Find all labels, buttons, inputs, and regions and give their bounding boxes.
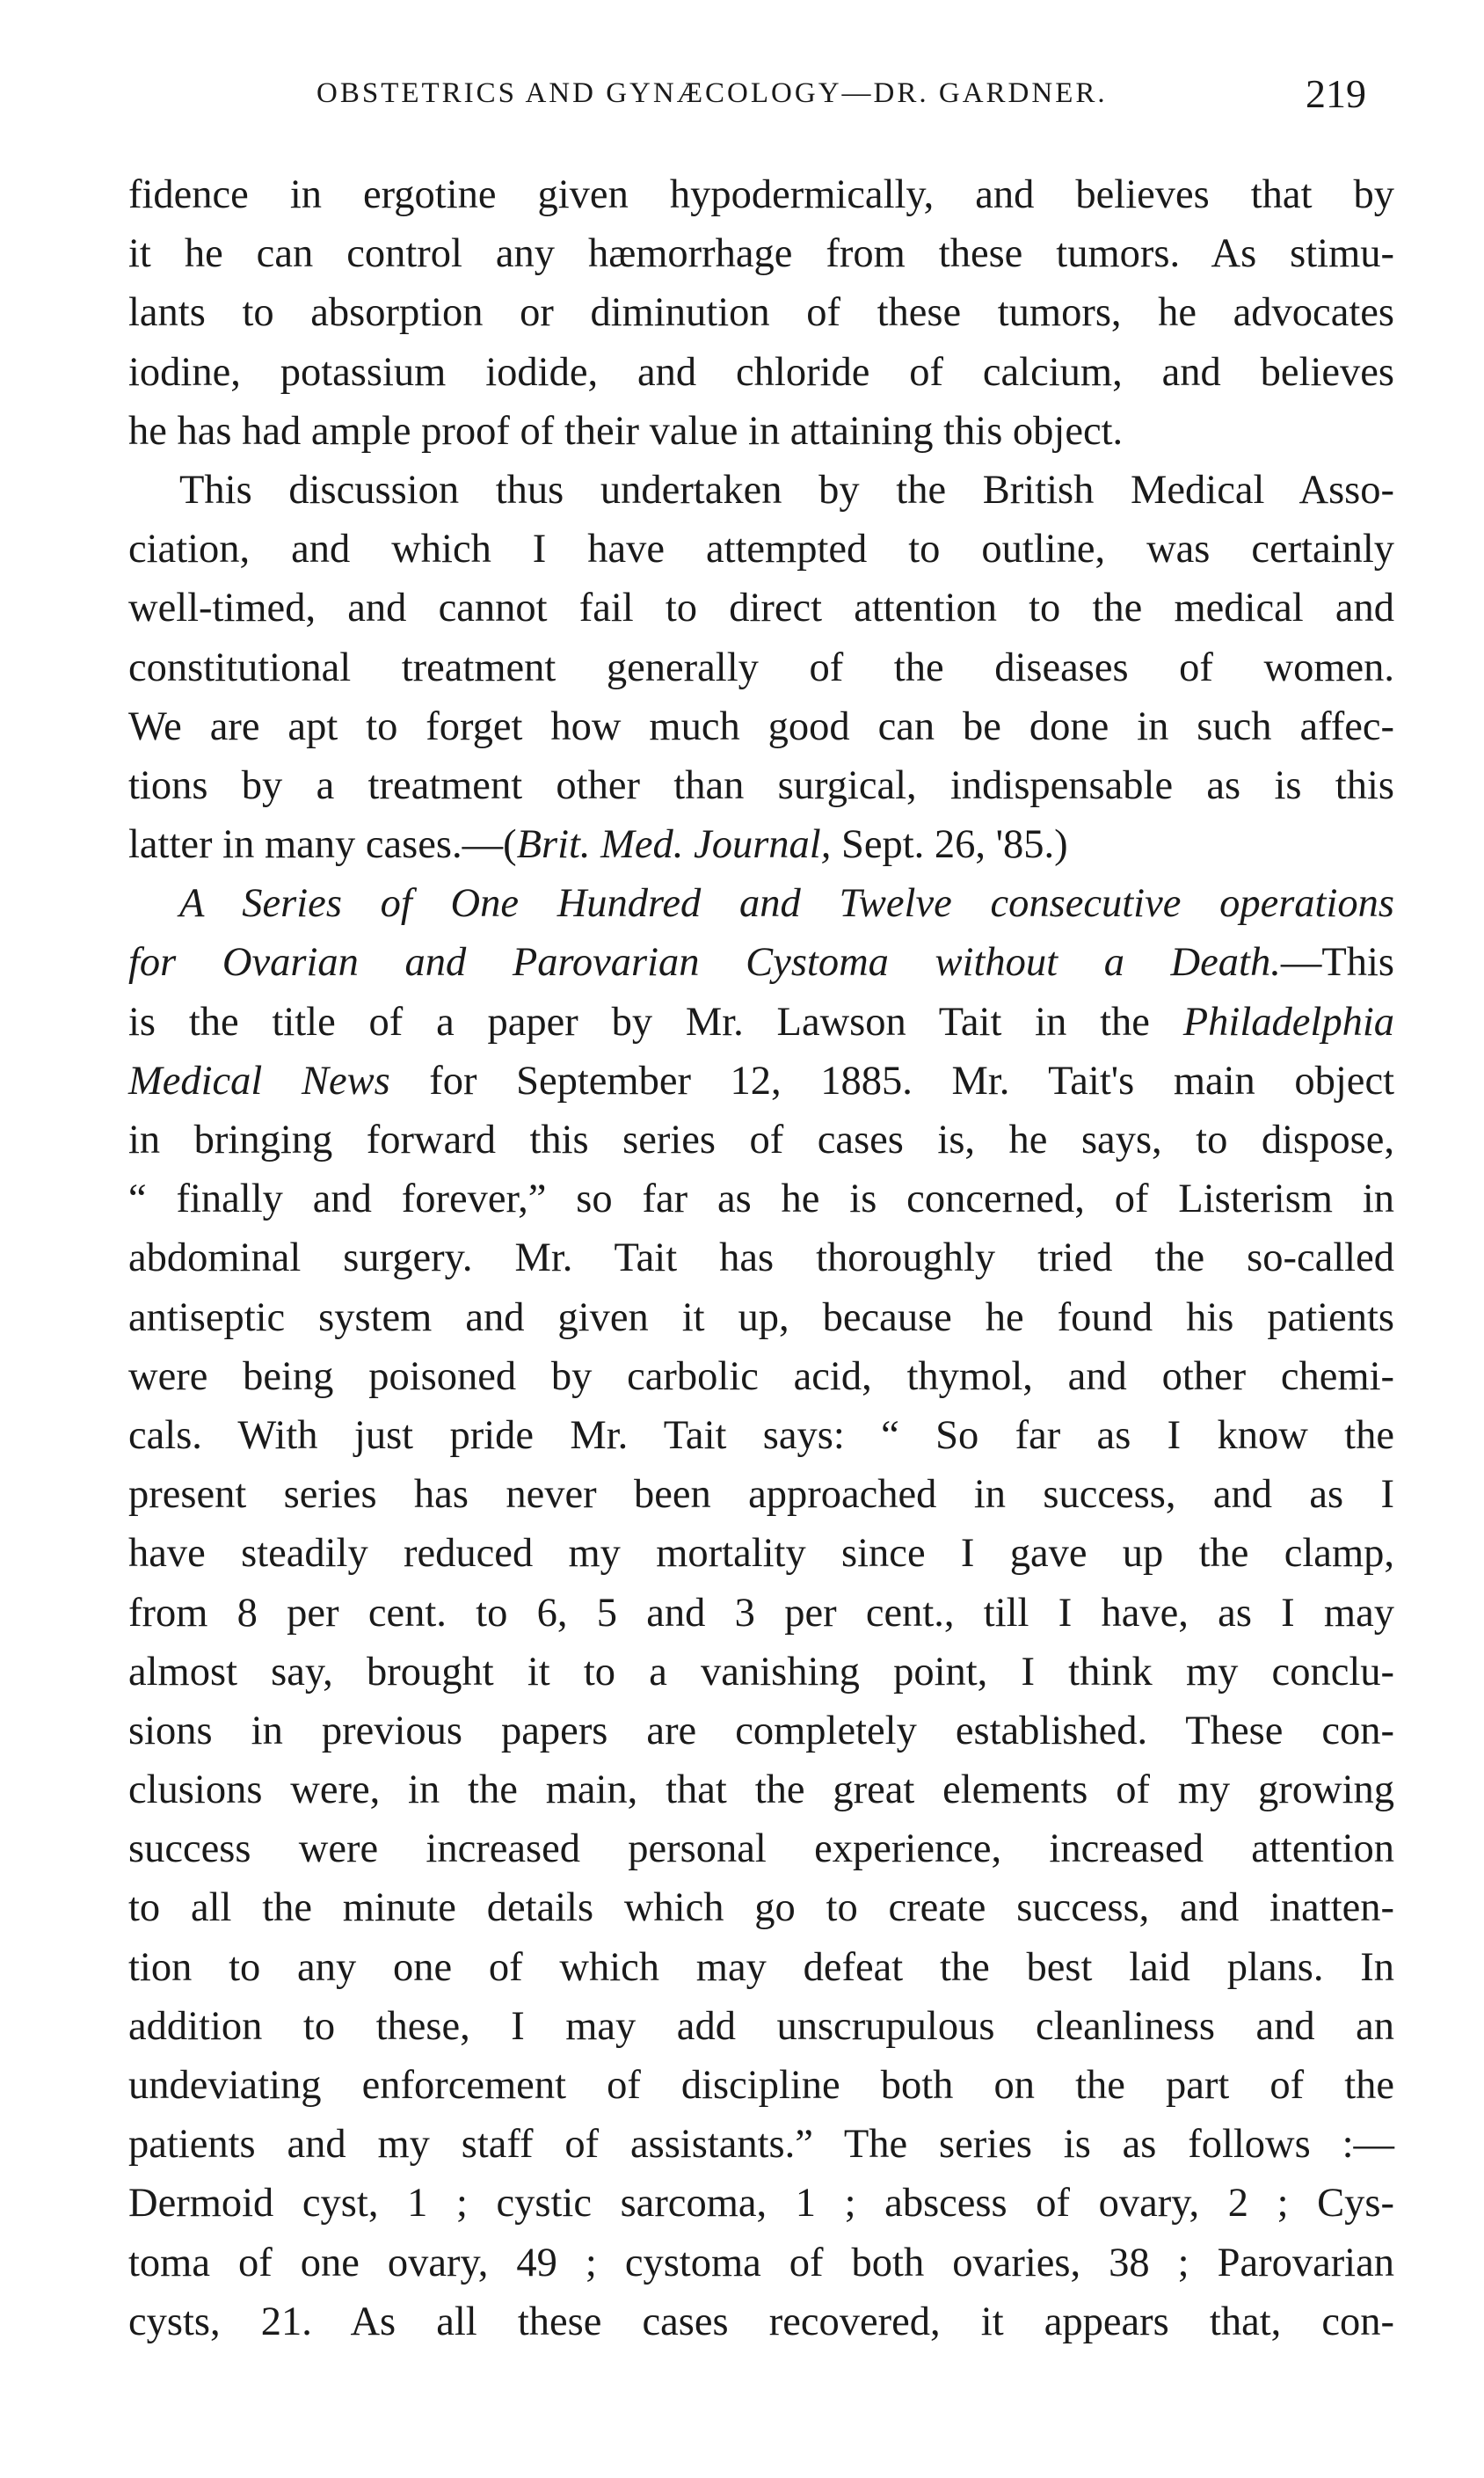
text-line: ciation, and which I have attempted to outline, was certainly (128, 527, 1394, 572)
text-line: Dermoid cyst, 1 ; cystic sarcoma, 1 ; abscess of ovary, 2 ; Cys- (128, 2181, 1394, 2227)
running-header-title: OBSTETRICS AND GYNÆCOLOGY—DR. GARDNER. (316, 77, 1108, 109)
text-line: present series has never been approached in success, and as I (128, 1472, 1394, 1518)
text-line: he has had ample proof of their value in attaining this object. (128, 408, 1124, 454)
text-line: “ finally and forever,” so far as he is concerned, of Listerism in (128, 1177, 1394, 1222)
body-text (128, 165, 1394, 2351)
text-line: constitutional treatment generally of the diseases of women. (128, 645, 1394, 690)
text-line: abdominal surgery. Mr. Tait has thoroughly tried the so-called (128, 1235, 1394, 1281)
text-line-italic-title: for Ovarian and Parovarian Cystoma without a Death.—This (128, 940, 1394, 986)
text-line: it he can control any hæmorrhage from these tumors. As stimu- (128, 231, 1394, 277)
text-line: clusions were, in the main, that the great elements of my growing (128, 1767, 1394, 1813)
text-line: cysts, 21. As all these cases recovered, it appears that, con- (128, 2299, 1394, 2344)
text-line: in bringing forward this series of cases is, he says, to dispose, (128, 1118, 1394, 1162)
text-line: have steadily reduced my mortality since I gave up the clamp, (128, 1531, 1394, 1577)
text-line: well-timed, and cannot fail to direct attention to the medical and (128, 586, 1394, 631)
text-line: cals. With just pride Mr. Tait says: “ So far as I know the (128, 1412, 1394, 1458)
text-line: addition to these, I may add unscrupulous cleanliness and an (128, 2003, 1394, 2049)
text-line: tion to any one of which may defeat the best laid plans. In (128, 1944, 1394, 1990)
citation-journal: Medical News (128, 1058, 390, 1104)
text-line: toma of one ovary, 49 ; cystoma of both ovaries, 38 ; Parovarian (128, 2240, 1394, 2285)
citation-journal: Brit. Med. Journal, (516, 822, 832, 868)
text-line: to all the minute details which go to create success, and inatten- (128, 1885, 1394, 1931)
text-line: sions in previous papers are completely established. These con- (128, 1708, 1394, 1753)
text-line-italic-title: A Series of One Hundred and Twelve consecutive operations (179, 881, 1394, 927)
text-line: were being poisoned by carbolic acid, thymol, and other chemi- (128, 1353, 1394, 1399)
text-line: iodine, potassium iodide, and chloride of calcium, and believes (128, 349, 1394, 395)
text-line: success were increased personal experience, increased attention (128, 1826, 1394, 1872)
text-line: from 8 per cent. to 6, 5 and 3 per cent., till I have, as I may (128, 1590, 1394, 1636)
page-number: 219 (1306, 71, 1366, 116)
citation-journal: Philadelphia (1182, 999, 1394, 1045)
running-header (316, 71, 1371, 121)
text-line: latter in many cases.—(Brit. Med. Journal, Sept. 26, '85.) (128, 822, 1068, 868)
text-line: lants to absorption or diminution of these tumors, he advocates (128, 290, 1394, 336)
text-line: We are apt to forget how much good can be done in such affec- (128, 703, 1394, 749)
text-line: Medical News for September 12, 1885. Mr. Tait's main object (128, 1058, 1395, 1104)
text-line: This discussion thus undertaken by the British Medical Asso- (179, 467, 1394, 513)
text-line: undeviating enforcement of discipline both on the part of the (128, 2063, 1394, 2108)
text-line: almost say, brought it to a vanishing point, I think my conclu- (128, 1649, 1394, 1695)
text-line: patients and my staff of assistants.” The series is as follows :— (128, 2122, 1394, 2168)
text-line: is the title of a paper by Mr. Lawson Tait in the Philadelphia (128, 999, 1394, 1045)
text-line: antiseptic system and given it up, because he found his patients (128, 1294, 1394, 1340)
text-line: tions by a treatment other than surgical, indispensable as is this (128, 762, 1394, 808)
text-line: fidence in ergotine given hypodermically, and believes that by (128, 172, 1394, 217)
